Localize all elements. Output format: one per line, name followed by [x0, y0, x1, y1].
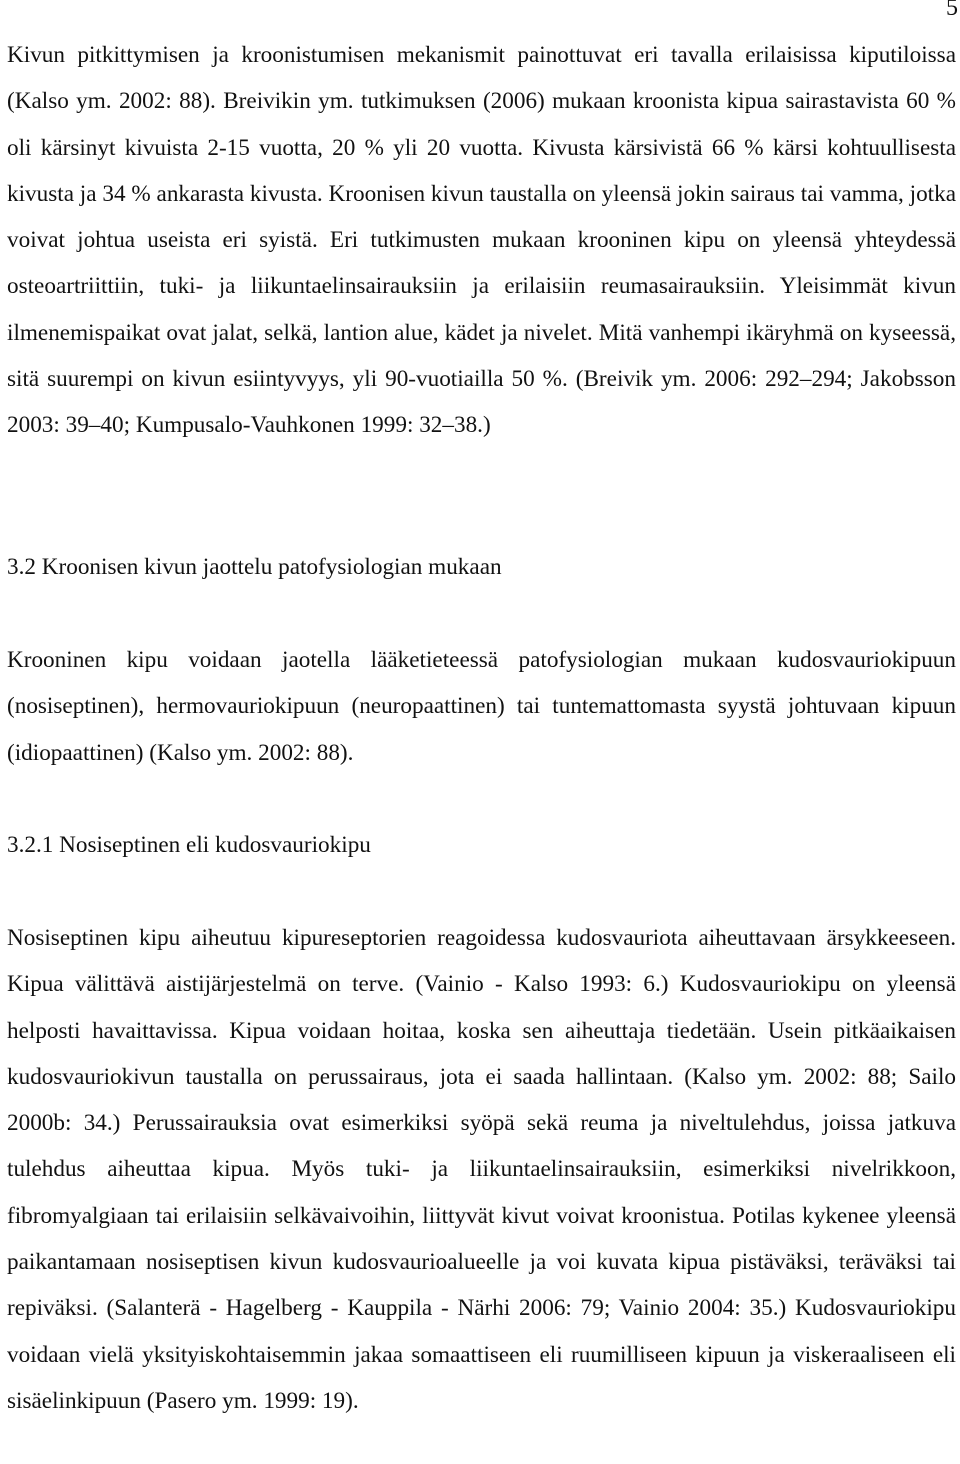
paragraph-intro: Kivun pitkittymisen ja kroonistumisen mekanismit painottuvat eri tavalla erilaisissa kiputiloissa (Kalso ym. 2002: 88). Breivikin ym. tutkimuksen (2006) mukaan kroonista kipua sairastavista 60 % oli kärsinyt kivuista 2-15 vuotta, 20 % yli 20 vuotta. Kivusta kärsivistä 66 % kärsi kohtuullisesta kivusta ja 34 % ankarasta kivusta. Kroonisen kivun taustalla on yleensä jokin sairaus tai vamma, jotka voivat johtua useista eri syistä. Eri tutkimusten mukaan krooninen kipu on yleensä yhteydessä osteoartriittiin, tuki- ja liikuntaelinsairauksiin ja erilaisiin reumasairauksiin. Yleisimmät kivun ilmenemispaikat ovat jalat, selkä, lantion alue, kädet ja nivelet. Mitä vanhempi ikäryhmä on kyseessä, sitä suurempi on kivun esiintyvyys, yli 90-vuotiailla 50 %. (Breivik ym. 2006: 292–294; Jakobsson 2003: 39–40; Kumpusalo-Vauhkonen 1999: 32–38.) — [7, 42, 956, 439]
section-heading-3-2: 3.2 Kroonisen kivun jaottelu patofysiologian mukaan — [7, 554, 502, 580]
paragraph-nociceptive: Nosiseptinen kipu aiheutuu kipureseptorien reagoidessa kudosvauriota aiheuttavaan ärsykkeeseen. Kipua välittävä aistijärjestelmä on terve. (Vainio - Kalso 1993: 6.) Kudosvauriokipu on yleensä helposti havaittavissa. Kipua voidaan hoitaa, koska sen aiheuttaja tiedetään. Usein pitkäaikaisen kudosvauriokivun taustalla on perussairaus, jota ei saada hallintaan. (Kalso ym. 2002: 88; Sailo 2000b: 34.) Perussairauksia ovat esimerkiksi syöpä sekä reuma ja niveltulehdus, joissa jatkuva tulehdus aiheuttaa kipua. Myös tuki- ja liikuntaelinsairauksiin, esimerkiksi nivelrikkoon, fibromyalgiaan tai erilaisiin selkävaivoihin, liittyvät kivut voivat kroonistua. Potilas kykenee yleensä paikantamaan nosiseptisen kivun kudosvaurioalueelle ja voi kuvata kipua pistäväksi, teräväksi tai repiväksi. (Salanterä - Hagelberg - Kauppila - Närhi 2006: 79; Vainio 2004: 35.) Kudosvauriokipu voidaan vielä yksityiskohtaisemmin jakaa somaattiseen eli ruumilliseen kipuun ja viskeraaliseen eli sisäelinkipuun (Pasero ym. 1999: 19). — [7, 925, 956, 1414]
page-number: 5 — [946, 0, 958, 21]
paragraph-classification: Krooninen kipu voidaan jaotella lääketieteessä patofysiologian mukaan kudosvauriokipuun (nosiseptinen), hermovauriokipuun (neuropaattinen) tai tuntemattomasta syystä johtuvaan kipuun (idiopaattinen) (Kalso ym. 2002: 88). — [7, 647, 956, 766]
section-heading-3-2-1: 3.2.1 Nosiseptinen eli kudosvauriokipu — [7, 832, 371, 858]
